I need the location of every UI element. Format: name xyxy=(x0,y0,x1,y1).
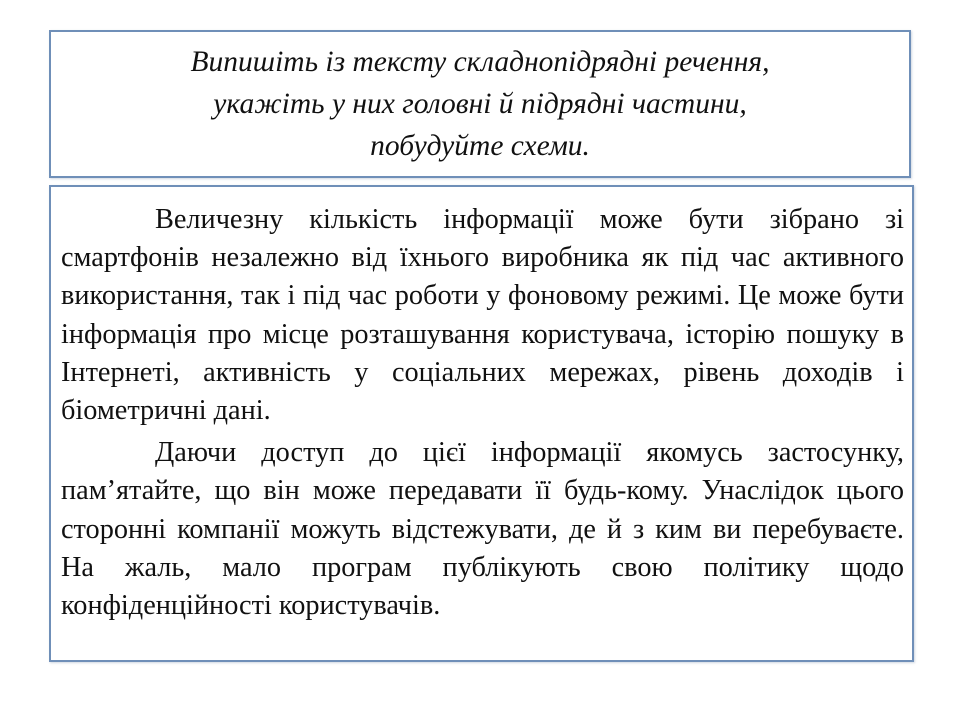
text-paragraph-2: Даючи доступ до цієї інформації якомусь застосунку, пам’ятайте, що він може передавати її будь-кому. Унаслідок цього сторонні компанії можуть відстежувати, де й з ким ви перебуваєте. На жаль, мало програм публікують свою політику щодо конфіденційності користувачів. xyxy=(61,437,904,622)
task-title: Випишіть із тексту складнопідрядні речення, укажіть у них головні й підрядні частини, побудуйте схеми. xyxy=(190,46,770,162)
text-box xyxy=(49,185,914,662)
text-paragraph-1: Величезну кількість інформації може бути зібрано зі смартфонів незалежно від їхнього виробника як під час активного використання, так і під час роботи у фоновому режимі. Це може бути інформація про місце розташування користувача, історію пошуку в Інтернеті, активність у соціальних мережах, рівень доходів і біометричні дані. xyxy=(61,204,904,427)
task-box xyxy=(49,30,911,178)
